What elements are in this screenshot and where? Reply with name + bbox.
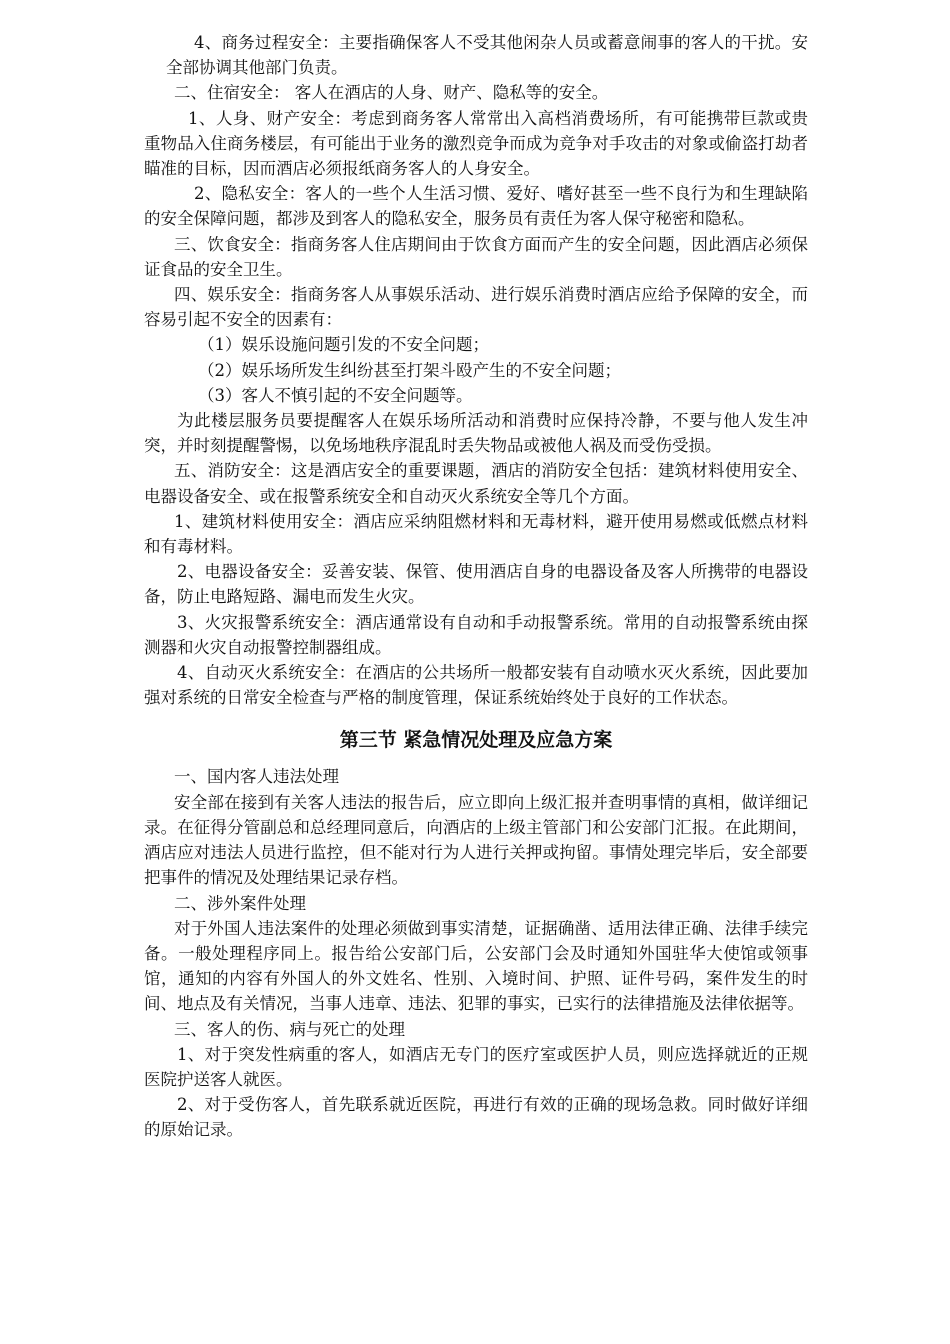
paragraph-injury-death-title: 三、客人的伤、病与死亡的处理	[174, 1019, 405, 1039]
paragraph-building-materials: 1、建筑材料使用安全：酒店应采纳阻燃材料和无毒材料，避开使用易燃或低燃点材料和有毒材料。	[144, 511, 808, 557]
paragraph-injured-guest: 2、对于受伤客人，首先联系就近医院，再进行有效的正确的现场急救。同时做好详细的原始记录。	[144, 1095, 808, 1140]
paragraph-entertainment-safety: 四、娱乐安全：指商务客人从事娱乐活动、进行娱乐消费时酒店应给予保障的安全，而容易引起不安全的因素有：	[144, 285, 808, 330]
paragraph-auto-extinguish: 4、自动灭火系统安全：在酒店的公共场所一般都安装有自动喷水灭火系统，因此要加强对系统的日常安全检查与严格的制度管理，保证系统始终处于良好的工作状态。	[144, 663, 808, 708]
paragraph-domestic-violation-title: 一、国内客人违法处理	[174, 767, 339, 787]
paragraph-sudden-illness: 1、对于突发性病重的客人，如酒店无专门的医疗室或医护人员，则应选择就近的正规医院护送客人就医。	[144, 1044, 808, 1089]
paragraph-lodging-safety: 二、住宿安全： 客人在酒店的人身、财产、隐私等的安全。	[174, 83, 609, 103]
paragraph-electrical-equipment: 2、电器设备安全：妥善安装、保管、使用酒店自身的电器设备及客人所携带的电器设备，防止电路短路、漏电而发生火灾。	[144, 562, 808, 607]
paragraph-food-safety: 三、饮食安全：指商务客人住店期间由于饮食方面而产生的安全问题，因此酒店必须保证食品的安全卫生。	[144, 234, 808, 279]
paragraph-staff-reminder: 为此楼层服务员要提醒客人在娱乐场所活动和消费时应保持冷静，不要与他人发生冲突，并时刻提醒警惕，以免场地秩序混乱时丢失物品或被他人祸及而受伤受损。	[144, 411, 808, 456]
paragraph-person-property-safety: 1、人身、财产安全：考虑到商务客人常常出入高档消费场所，有可能携带巨款或贵重物品入住商务楼层，有可能出于业务的激烈竞争而成为竞争对手攻击的对象或偷盗打劫者瞄准的目标，因而酒店必须报纸商务客人的人身安全。	[144, 108, 808, 179]
paragraph-foreign-case-title: 二、涉外案件处理	[174, 893, 306, 913]
list-item-1: （1）娱乐设施问题引发的不安全问题；	[198, 335, 489, 355]
paragraph-domestic-violation-body: 安全部在接到有关客人违法的报告后，应立即向上级汇报并查明事情的真相，做详细记录。在征得分管副总和总经理同意后，向酒店的上级主管部门和公安部门汇报。在此期间，酒店应对违法人员进行监控，但不能对行为人进行关押或拘留。事情处理完毕后，安全部要把事件的情况及处理结果记录存档。	[144, 792, 808, 888]
paragraph-fire-alarm: 3、火灾报警系统安全：酒店通常设有自动和手动报警系统。常用的自动报警系统由探测器和火灾自动报警控制器组成。	[144, 612, 808, 657]
paragraph-privacy-safety: 2、隐私安全：客人的一些个人生活习惯、爱好、嗜好甚至一些不良行为和生理缺陷的安全保障问题，都涉及到客人的隐私安全，服务员有责任为客人保守秘密和隐私。	[144, 184, 808, 229]
section-heading: 第三节 紧急情况处理及应急方案	[339, 729, 613, 752]
document-page	[144, 30, 808, 1143]
paragraph-fire-safety: 五、消防安全：这是酒店安全的重要课题，酒店的消防安全包括：建筑材料使用安全、电器设备安全、或在报警系统安全和自动灭火系统安全等几个方面。	[144, 461, 808, 506]
list-item-3: （3）客人不慎引起的不安全问题等。	[198, 385, 473, 405]
list-item-2: （2）娱乐场所发生纠纷甚至打架斗殴产生的不安全问题；	[198, 360, 621, 380]
paragraph-business-process-safety: 4、商务过程安全：主要指确保客人不受其他闲杂人员或蓄意闹事的客人的干扰。安全部协调其他部门负责。	[166, 33, 808, 78]
paragraph-foreign-case-body: 对于外国人违法案件的处理必须做到事实清楚，证据确凿、适用法律正确、法律手续完备。一般处理程序同上。报告给公安部门后，公安部门会及时通知外国驻华大使馆或领事馆，通知的内容有外国人的外文姓名、性别、入境时间、护照、证件号码，案件发生的时间、地点及有关情况，当事人违章、违法、犯罪的事实，已实行的法律措施及法律依据等。	[144, 918, 808, 1014]
